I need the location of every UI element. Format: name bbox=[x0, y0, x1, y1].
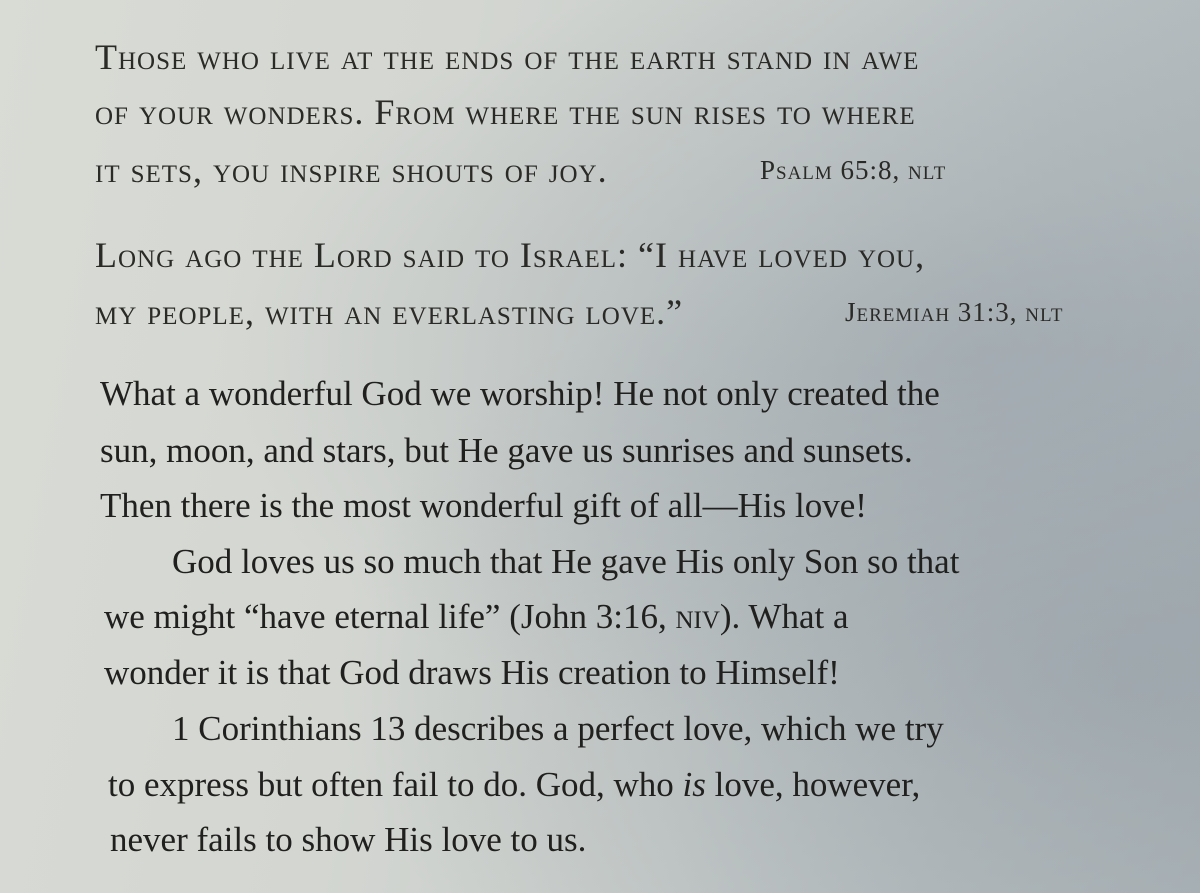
bible-version-niv: niv bbox=[675, 597, 720, 636]
paragraph-3-line-2-start: to express but often fail to do. God, who bbox=[108, 765, 683, 804]
paragraph-3-line-2 bbox=[108, 765, 920, 805]
paragraph-2-line-1: God loves us so much that He gave His only Son so that bbox=[172, 542, 960, 581]
paragraph-2-line-2 bbox=[104, 597, 849, 637]
paragraph-3-line-2-end: love, however, bbox=[705, 765, 921, 804]
verse-1-line-1: Those who live at the ends of the earth stand in awe bbox=[95, 37, 920, 77]
verse-2-reference: Jeremiah 31:3, nlt bbox=[845, 297, 1064, 327]
paragraph-2-line-2-start: we might “have eternal life” (John 3:16, bbox=[104, 597, 676, 636]
verse-2-line-1: Long ago the Lord said to Israel: “I have loved you, bbox=[95, 235, 926, 275]
verse-1-reference: Psalm 65:8, nlt bbox=[760, 155, 947, 185]
paragraph-2-line-2-end: ). What a bbox=[719, 597, 849, 636]
verse-1-line-2: of your wonders. From where the sun rises to where bbox=[95, 92, 916, 132]
verse-2-line-2: my people, with an everlasting love.” bbox=[95, 292, 684, 332]
paragraph-3-line-3: never fails to show His love to us. bbox=[110, 820, 587, 859]
emphasis-is: is bbox=[682, 765, 706, 804]
paragraph-1-line-3: Then there is the most wonderful gift of all—His love! bbox=[100, 486, 867, 525]
paragraph-3-line-1: 1 Corinthians 13 describes a perfect love, which we try bbox=[172, 709, 944, 748]
paragraph-1-line-1: What a wonderful God we worship! He not only created the bbox=[100, 374, 940, 413]
paragraph-2-line-3: wonder it is that God draws His creation to Himself! bbox=[104, 653, 840, 692]
paragraph-1-line-2: sun, moon, and stars, but He gave us sunrises and sunsets. bbox=[100, 431, 913, 470]
verse-1-line-3: it sets, you inspire shouts of joy. bbox=[95, 150, 608, 190]
